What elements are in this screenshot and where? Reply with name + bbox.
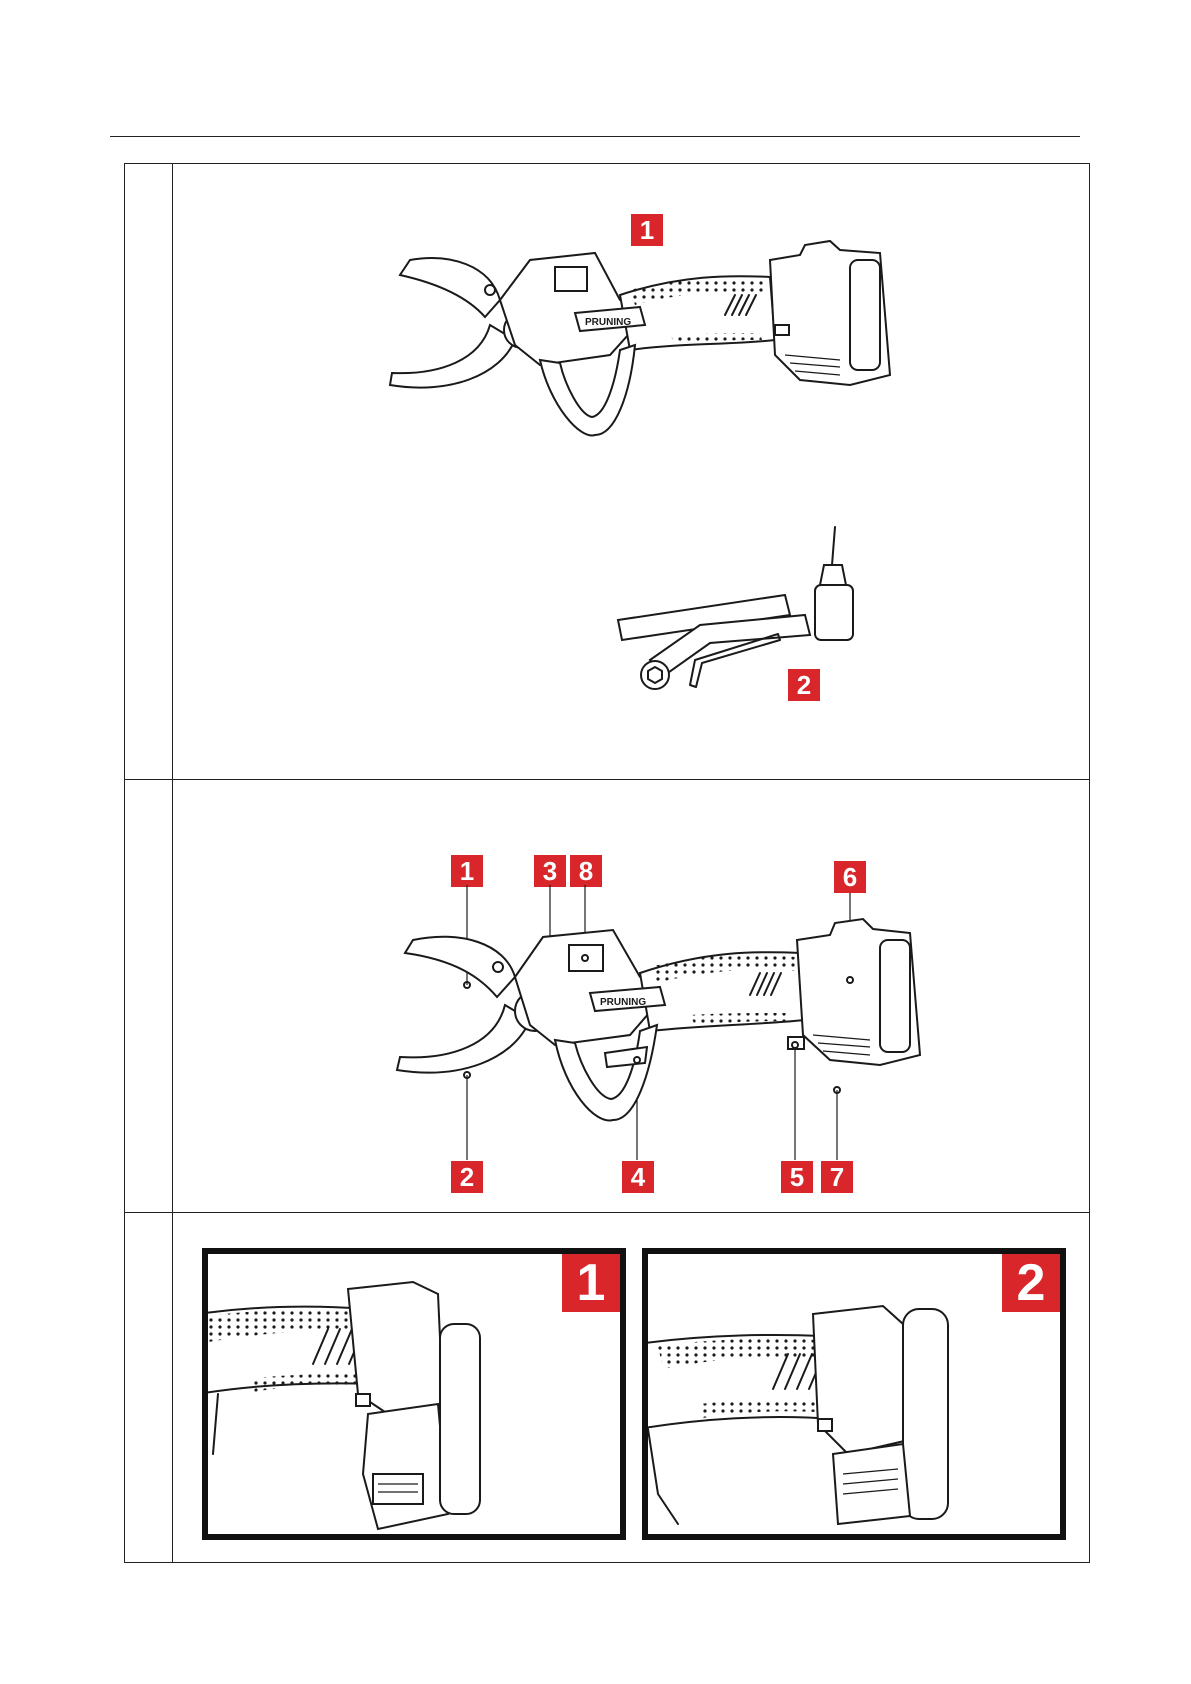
part-callout-8: 8 <box>570 855 602 887</box>
accessories-callout-badge: 2 <box>788 669 820 701</box>
part-callout-7: 7 <box>821 1161 853 1193</box>
header-rule <box>110 136 1080 137</box>
accessories-illustration <box>610 525 870 705</box>
part-callout-6: 6 <box>834 861 866 893</box>
part-callout-1: 1 <box>451 855 483 887</box>
panel-1-badge: 1 <box>562 1254 620 1312</box>
battery-attached-illustration <box>648 1254 1060 1534</box>
battery-detached-illustration <box>208 1254 620 1534</box>
panel-2-badge: 2 <box>1002 1254 1060 1312</box>
pruner-illustration-parts <box>385 885 915 1165</box>
battery-step-panel-2 <box>642 1248 1066 1540</box>
brand-plate-text-2: PRUNING <box>600 997 647 1008</box>
table-row-divider-2 <box>124 1212 1090 1213</box>
table-index-column-divider <box>172 163 173 1563</box>
table-row-divider-1 <box>124 779 1090 780</box>
part-callout-3: 3 <box>534 855 566 887</box>
part-callout-5: 5 <box>781 1161 813 1193</box>
battery-step-panel-1 <box>202 1248 626 1540</box>
part-callout-2: 2 <box>451 1161 483 1193</box>
pruner-illustration-overview <box>380 245 900 445</box>
brand-plate-text: PRUNING <box>585 317 632 328</box>
tool-callout-badge: 1 <box>631 214 663 246</box>
part-callout-4: 4 <box>622 1161 654 1193</box>
